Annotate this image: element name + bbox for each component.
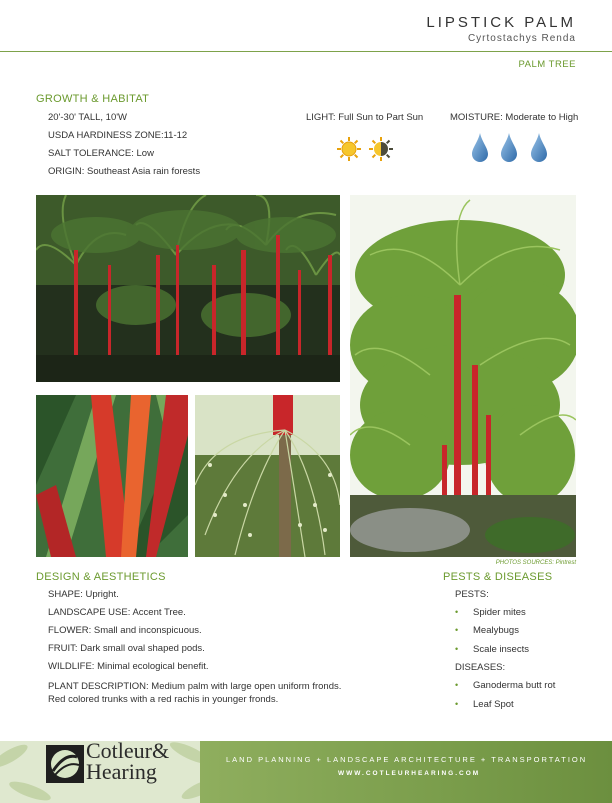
disease-item: Leaf Spot [473,699,514,710]
company-logo-icon[interactable] [46,745,84,788]
salt-tolerance-fact: SALT TOLERANCE: Low [48,148,154,159]
palm-grove-photo [36,195,340,382]
palm-clump-photo [350,195,576,557]
design-aesthetics-heading: DESIGN & AESTHETICS [36,571,166,583]
wildlife-fact: WILDLIFE: Minimal ecological benefit. [48,661,209,672]
landscape-use-fact: LANDSCAPE USE: Accent Tree. [48,607,186,618]
growth-habitat-heading: GROWTH & HABITAT [36,93,150,105]
shape-fact: SHAPE: Upright. [48,589,119,600]
water-drop-icon [529,132,549,169]
bullet: • [455,699,459,709]
hardiness-zone-fact: USDA HARDINESS ZONE:11-12 [48,130,188,141]
logo-line-1: Cotleur& [86,738,170,763]
size-fact: 20'-30' TALL, 10'W [48,112,128,123]
bullet: • [455,607,459,617]
bullet: • [455,680,459,690]
header-divider [0,51,612,52]
page-title: LIPSTICK PALM [426,14,576,31]
full-sun-icon [336,136,362,167]
pests-label: PESTS: [455,589,489,600]
bullet: • [455,625,459,635]
red-trunk-closeup-photo [36,395,188,557]
company-website-link[interactable]: WWW.COTLEURHEARING.COM [338,770,481,777]
origin-fact: ORIGIN: Southeast Asia rain forests [48,166,201,177]
fruit-fact: FRUIT: Dark small oval shaped pods. [48,643,205,654]
plant-category: PALM TREE [518,59,576,70]
company-logo-text[interactable] [86,740,169,782]
pests-diseases-heading: PESTS & DISEASES [443,571,553,583]
botanical-name: Cyrtostachys Renda [467,33,576,44]
part-sun-icon [368,136,394,167]
moisture-requirement: MOISTURE: Moderate to High [450,112,579,123]
pest-item: Mealybugs [473,625,519,636]
plant-description-continued: Red colored trunks with a red rachis in younger fronds. [48,694,279,705]
company-services: LAND PLANNING + LANDSCAPE ARCHITECTURE + TRANSPORTATION [226,755,588,764]
plant-description: PLANT DESCRIPTION: Medium palm with large open uniform fronds. [48,681,342,692]
light-requirement: LIGHT: Full Sun to Part Sun [306,112,424,123]
water-drop-icon [499,132,519,169]
diseases-label: DISEASES: [455,662,506,673]
logo-line-2: Hearing [86,759,157,784]
pest-item: Spider mites [473,607,526,618]
seed-pods-photo [195,395,340,557]
flower-fact: FLOWER: Small and inconspicuous. [48,625,202,636]
photo-credit: PHOTOS SOURCES: Pintrest [495,560,576,566]
water-drop-icon [470,132,490,169]
bullet: • [455,644,459,654]
disease-item: Ganoderma butt rot [473,680,556,691]
pest-item: Scale insects [473,644,529,655]
